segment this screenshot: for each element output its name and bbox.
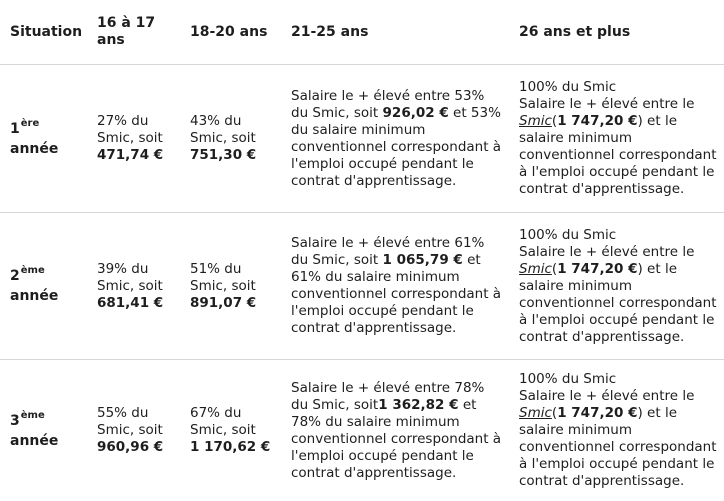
rate-text: 100% du Smic xyxy=(519,226,617,243)
rate-text: 39% du xyxy=(97,260,149,277)
cell-26-plus xyxy=(509,65,724,213)
cell-21-25 xyxy=(281,360,509,501)
rate-text: Smic, soit xyxy=(190,422,256,438)
amount: 1 747,20 € xyxy=(557,113,638,129)
rule-text: Salaire le + élevé entre le xyxy=(519,243,695,260)
paren: ( xyxy=(551,260,558,277)
amount: 1 170,62 € xyxy=(190,439,271,455)
cell-21-25 xyxy=(281,65,509,213)
year-word: année xyxy=(10,432,59,449)
amount: 1 747,20 € xyxy=(557,260,638,277)
rate-text: Smic, soit xyxy=(190,130,256,146)
paren: ( xyxy=(551,405,558,421)
year-suffix: ème xyxy=(20,265,45,276)
amount: 960,96 € xyxy=(97,439,164,455)
rate-text: 51% du xyxy=(190,260,242,277)
year-suffix: ème xyxy=(20,409,45,421)
rate-text: 43% du xyxy=(190,113,242,129)
rate-text: Smic, soit xyxy=(190,277,256,294)
year-number: 3 xyxy=(10,412,20,429)
amount: 751,30 € xyxy=(190,147,257,163)
paren: ) xyxy=(637,113,643,129)
rule-text: et 78% du salaire minimum conventionnel correspondant à l'emploi occupé pendant le contrat d'apprentissage. xyxy=(291,396,502,481)
paren: ) xyxy=(637,405,643,421)
year-suffix: ère xyxy=(20,117,40,129)
rate-text: Smic, soit xyxy=(97,130,163,146)
header-situation: Situation xyxy=(10,23,83,40)
cell-18-20 xyxy=(180,213,281,360)
header-16-17: 16 à 17 ans xyxy=(97,15,156,48)
cell-16-17 xyxy=(87,65,180,213)
rule-text: Salaire le + élevé entre 78% du Smic, soit xyxy=(291,379,485,413)
situation-cell xyxy=(0,360,87,501)
amount: 926,02 € xyxy=(382,104,449,121)
rate-text: 67% du xyxy=(190,405,242,421)
smic-link[interactable]: Smic xyxy=(519,113,552,129)
amount: 1 065,79 € xyxy=(382,252,463,268)
rule-text: Salaire le + élevé entre le xyxy=(519,96,695,112)
header-21-25: 21-25 ans xyxy=(291,23,369,40)
situation-cell xyxy=(0,65,87,213)
smic-link[interactable]: Smic xyxy=(519,405,552,421)
cell-26-plus xyxy=(509,360,724,501)
amount: 1 747,20 € xyxy=(557,405,638,421)
paren: ) xyxy=(637,260,643,277)
smic-link[interactable]: Smic xyxy=(519,260,552,277)
rule-text: Salaire le + élevé entre 61% du Smic, soit xyxy=(291,235,485,268)
rate-text: Smic, soit xyxy=(97,277,163,294)
cell-26-plus xyxy=(509,213,724,360)
rule-text: et le salaire minimum conventionnel correspondant à l'emploi occupé pendant le contrat d'apprentissage. xyxy=(519,405,717,489)
amount: 1 362,82 € xyxy=(378,396,459,413)
rule-text: et 61% du salaire minimum conventionnel correspondant à l'emploi occupé pendant le contrat d'apprentissage. xyxy=(291,252,502,336)
rule-text: Salaire le + élevé entre le xyxy=(519,388,695,404)
amount: 681,41 € xyxy=(97,294,164,311)
year-number: 1 xyxy=(10,120,20,137)
rule-text: et le salaire minimum conventionnel correspondant à l'emploi occupé pendant le contrat d'apprentissage. xyxy=(519,260,717,345)
header-26-plus: 26 ans et plus xyxy=(519,23,631,40)
table-header-row xyxy=(0,0,724,65)
cell-18-20 xyxy=(180,360,281,501)
rate-text: 27% du xyxy=(97,113,149,129)
amount: 471,74 € xyxy=(97,147,164,163)
amount: 891,07 € xyxy=(190,294,257,311)
paren: ( xyxy=(551,113,558,129)
cell-16-17 xyxy=(87,213,180,360)
cell-18-20 xyxy=(180,65,281,213)
rate-text: 100% du Smic xyxy=(519,79,617,95)
rate-text: 55% du xyxy=(97,405,149,421)
table-row xyxy=(0,65,724,213)
table-row xyxy=(0,213,724,360)
rule-text: Salaire le + élevé entre 53% du Smic, soit xyxy=(291,87,485,121)
year-number: 2 xyxy=(10,268,20,284)
rate-text: 100% du Smic xyxy=(519,371,617,387)
rule-text: et 53% du salaire minimum conventionnel correspondant à l'emploi occupé pendant le contrat d'apprentissage. xyxy=(291,104,502,189)
header-18-20: 18-20 ans xyxy=(190,23,268,40)
rule-text: et le salaire minimum conventionnel correspondant à l'emploi occupé pendant le contrat d'apprentissage. xyxy=(519,113,717,197)
year-word: année xyxy=(10,140,59,157)
table-row xyxy=(0,360,724,501)
situation-cell xyxy=(0,213,87,360)
rate-text: Smic, soit xyxy=(97,422,163,438)
cell-16-17 xyxy=(87,360,180,501)
cell-21-25 xyxy=(281,213,509,360)
year-word: année xyxy=(10,288,59,304)
